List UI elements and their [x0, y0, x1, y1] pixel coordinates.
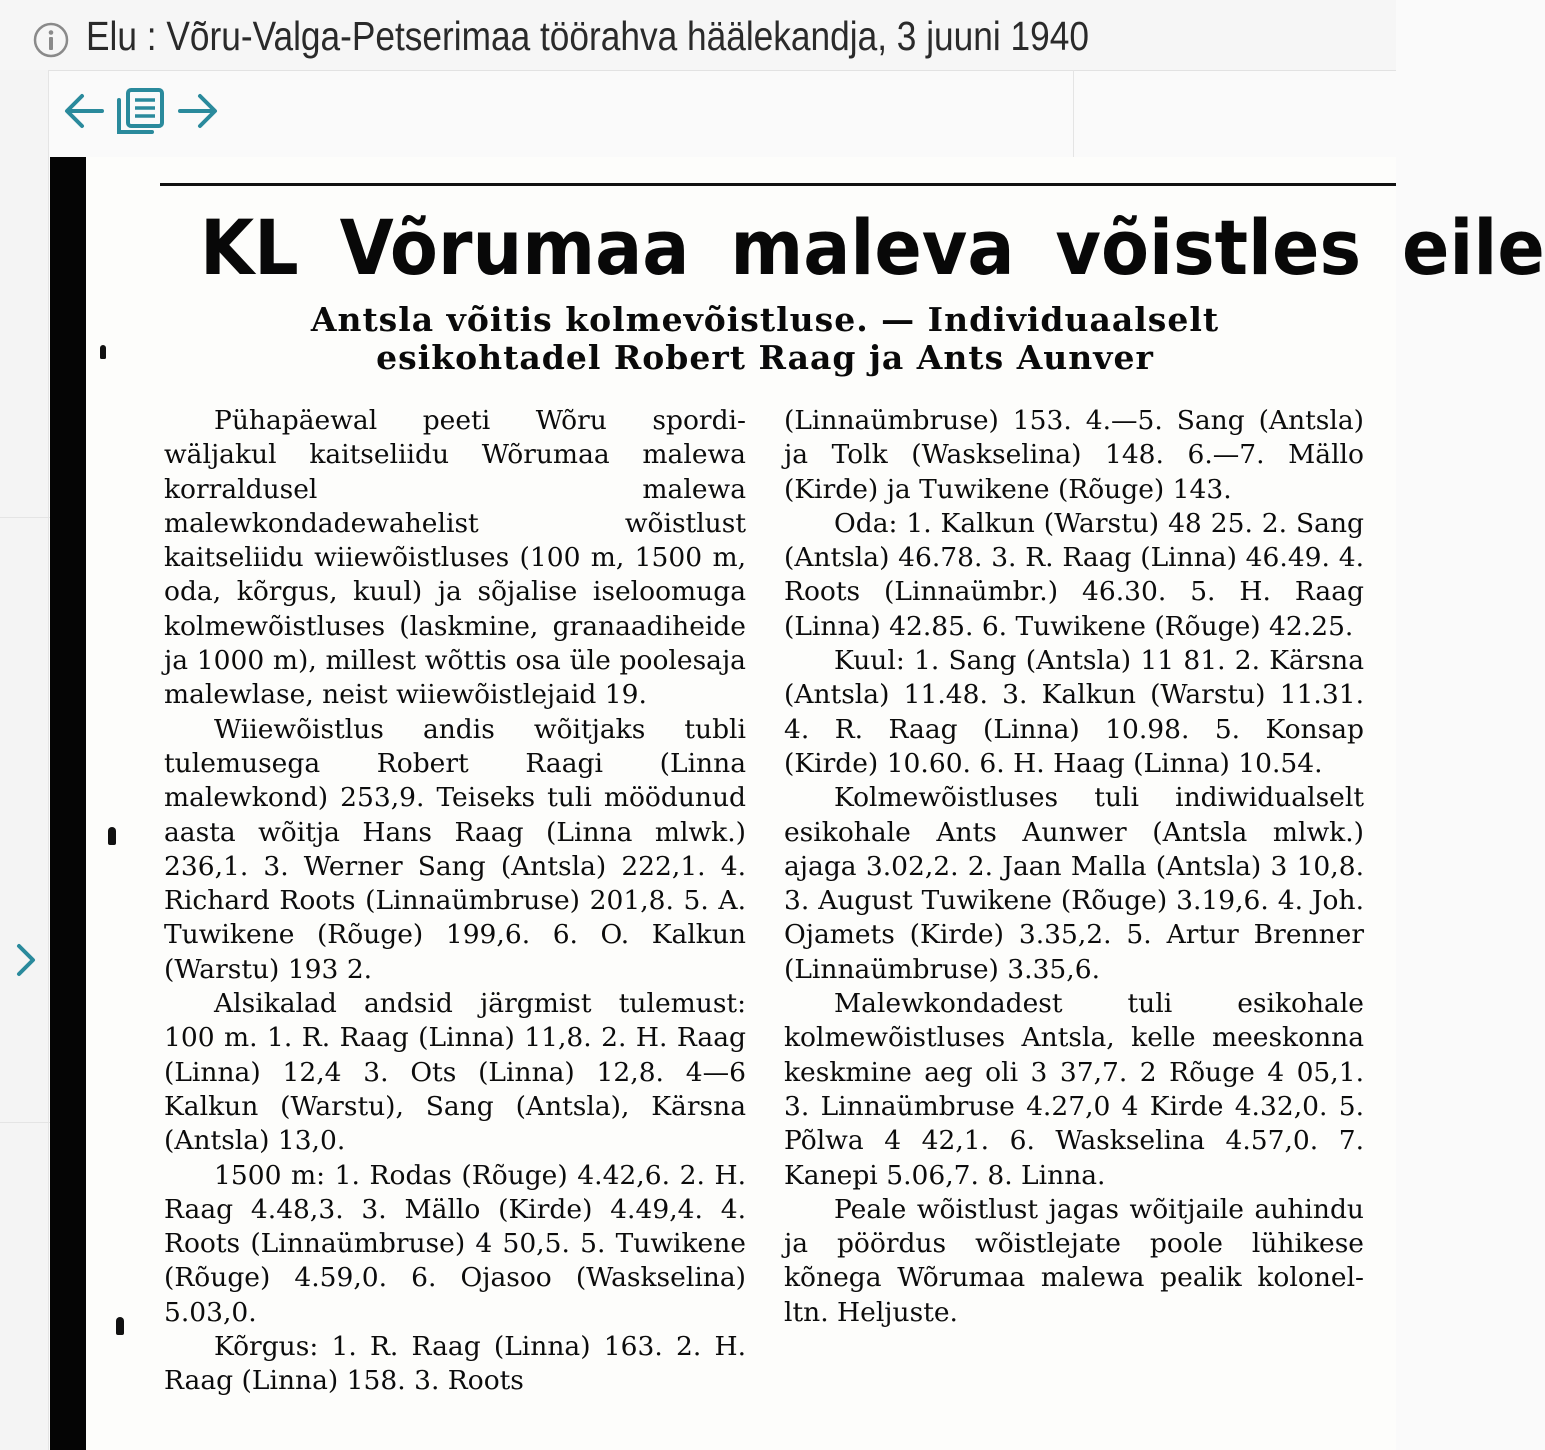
article-headline: KL Võrumaa maleva võistles eile: [200, 203, 1545, 292]
paragraph: Malewkondadest tuli esikohale kolmewõistluses Antsla, kelle meeskonna keskmine aeg oli 3 37,7. 2 Rõuge 4 05,1. 3. Linnaümbruse 4.27,0 4 Kirde 4.32,0. 5. Põlwa 4 42,1. 6. Waskselina 4.57,0. 7. Kanepi 5.06,7. 8. Linna.: [784, 988, 1364, 1191]
paragraph: (Linnaümbruse) 153. 4.—5. Sang (Antsla) ja Tolk (Waskselina) 148. 6.—7. Mällo (Kirde) ja Tuwikene (Rõuge) 143.: [784, 405, 1364, 505]
print-mark: [116, 1317, 124, 1335]
arrow-right-icon[interactable]: [174, 86, 222, 136]
subheadline-line-2: esikohtadel Robert Raag ja Ants Aunver: [376, 338, 1154, 377]
paragraph: 1500 m: 1. Rodas (Rõuge) 4.42,6. 2. H. Raag 4.48,3. 3. Mällo (Kirde) 4.49,4. 4. Roots (Linnaümbruse) 4 50,5. 5. Tuwikene (Rõuge) 4.59,0. 6. Ojasoo (Waskselina) 5.03,0.: [164, 1159, 746, 1328]
info-icon[interactable]: [33, 22, 69, 58]
paragraph: Pühapäewal peeti Wõru spordi-wäljakul kaitseliidu Wõrumaa malewa korraldusel malewa malewkondadewahelist wõistlust kaitseliidu wiiewõistluses (100 m, 1500 m, oda, kõrgus, kuul) ja sõjalise iseloomuga kolmewõistluses (laskmine, granaadiheide ja 1000 m), millest wõttis osa üle poolesaja malewlase, neist wiiewõistlejaid 19.: [164, 405, 746, 711]
chevron-right-icon[interactable]: [8, 940, 44, 980]
arrow-left-icon[interactable]: [60, 86, 108, 136]
print-mark: [108, 827, 116, 845]
paragraph: Kolmewõistluses tuli indiwidualselt esikohale Ants Aunwer (Antsla mlwk.) ajaga 3.02,2. 2. Jaan Malla (Antsla) 3 10,8. 3. August Tuwikene (Rõuge) 3.19,6. 4. Joh. Ojamets (Kirde) 3.35,2. 5. Artur Brenner (Linnaümbruse) 3.35,6.: [784, 782, 1364, 985]
newspaper-scan: [50, 157, 1545, 1450]
article-subheadline: [230, 301, 1300, 377]
print-mark: [100, 345, 106, 359]
viewer-header: [0, 0, 1396, 71]
scan-edge: [50, 157, 86, 1450]
left-gutter: [0, 70, 49, 1450]
top-rule: [160, 183, 1396, 186]
document-title: Elu : Võru-Valga-Petserimaa töörahva häälekandja, 3 juuni 1940: [86, 13, 1089, 59]
paragraph: Wiiewõistlus andis wõitjaks tubli tulemusega Robert Raagi (Linna malewkond) 253,9. Teiseks tuli möödunud aasta wõitja Hans Raag (Linna mlwk.) 236,1. 3. Werner Sang (Antsla) 222,1. 4. Richard Roots (Linnaümbruse) 201,8. 5. A. Tuwikene (Rõuge) 199,6. 6. O. Kalkun (Warstu) 193 2.: [164, 713, 746, 985]
paragraph: Alsikalad andsid järgmist tulemust: 100 m. 1. R. Raag (Linna) 11,8. 2. H. Raag (Linna) 12,4 3. Ots (Linna) 12,8. 4—6 Kalkun (Warstu), Sang (Antsla), Kärsna (Antsla) 13,0.: [164, 988, 746, 1157]
article-list-icon[interactable]: [114, 86, 168, 136]
paragraph: Kõrgus: 1. R. Raag (Linna) 163. 2. H. Raag (Linna) 158. 3. Roots: [164, 1331, 746, 1397]
article-column-right: [784, 404, 1364, 1330]
paragraph: Kuul: 1. Sang (Antsla) 11 81. 2. Kärsna (Antsla) 11.48. 3. Kalkun (Warstu) 11.31. 4. R. Raag (Linna) 10.98. 5. Konsap (Kirde) 10.60. 6. H. Haag (Linna) 10.54.: [784, 645, 1364, 779]
paragraph: Oda: 1. Kalkun (Warstu) 48 25. 2. Sang (Antsla) 46.78. 3. R. Raag (Linna) 46.49. 4. Roots (Linnaümbr.) 46.30. 5. H. Raag (Linna) 42.85. 6. Tuwikene (Rõuge) 42.25.: [784, 507, 1364, 642]
paragraph: Peale wõistlust jagas wõitjaile auhindu ja pöördus wõistlejate poole lühikese kõnega Wõrumaa malewa pealik kolonel-ltn. Heljuste.: [784, 1193, 1364, 1328]
subheadline-line-1: Antsla võitis kolmevõistluse. — Individuaalselt: [310, 300, 1220, 339]
article-column-left: [164, 404, 746, 1399]
